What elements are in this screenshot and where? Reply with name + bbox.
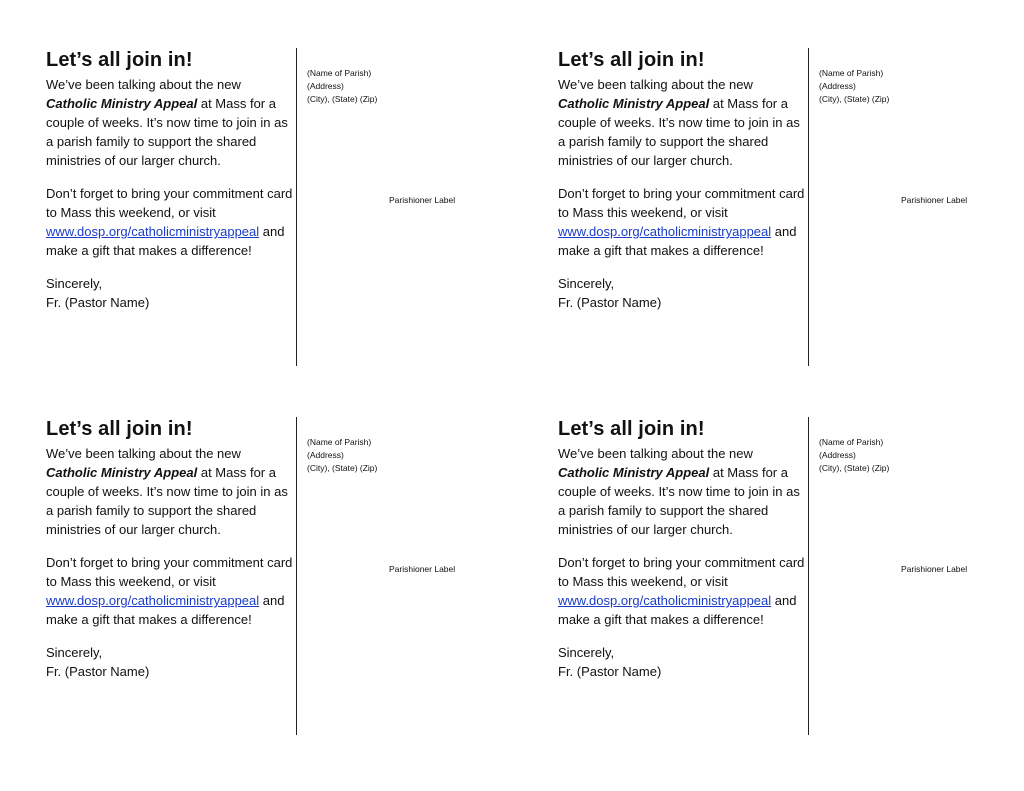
parishioner-label: Parishioner Label <box>389 564 456 574</box>
signoff <box>558 274 806 312</box>
parish-name: (Name of Parish) <box>819 68 884 78</box>
intro-text-end: at Mass for a couple of weeks. It’s now time to join in as a parish family to support the shared ministries of our larger church. <box>46 96 288 168</box>
intro-text-end: at Mass for a couple of weeks. It’s now time to join in as a parish family to support the shared ministries of our larger church. <box>558 96 800 168</box>
message-panel <box>46 417 294 681</box>
parish-address: (Address) <box>307 81 344 91</box>
vertical-divider <box>808 48 809 366</box>
signature: Fr. (Pastor Name) <box>558 295 662 310</box>
closing: Sincerely, <box>46 645 103 660</box>
parish-name: (Name of Parish) <box>819 437 884 447</box>
parish-address: (Address) <box>819 81 856 91</box>
postcard-title: Let’s all join in! <box>558 49 705 71</box>
appeal-link[interactable]: www.dosp.org/catholicministryappeal <box>558 224 772 239</box>
postcard-bottom-left <box>46 417 486 747</box>
parish-city-state-zip: (City), (State) (Zip) <box>819 463 890 473</box>
parishioner-label: Parishioner Label <box>389 195 456 205</box>
intro-paragraph <box>46 75 294 170</box>
signature: Fr. (Pastor Name) <box>46 295 150 310</box>
return-address <box>819 436 889 475</box>
parish-name: (Name of Parish) <box>307 437 372 447</box>
appeal-name: Catholic Ministry Appeal <box>558 96 710 111</box>
postcard-top-left <box>46 48 486 378</box>
appeal-link[interactable]: www.dosp.org/catholicministryappeal <box>46 224 260 239</box>
postcard-title: Let’s all join in! <box>46 418 193 440</box>
return-address <box>307 67 377 106</box>
intro-text-start: We’ve been talking about the new <box>46 77 241 92</box>
parish-city-state-zip: (City), (State) (Zip) <box>819 94 890 104</box>
postcard-title: Let’s all join in! <box>558 418 705 440</box>
appeal-name: Catholic Ministry Appeal <box>558 465 710 480</box>
intro-paragraph <box>558 444 806 539</box>
return-address <box>307 436 377 475</box>
appeal-link[interactable]: www.dosp.org/catholicministryappeal <box>558 593 772 608</box>
intro-text-end: at Mass for a couple of weeks. It’s now time to join in as a parish family to support the shared ministries of our larger church. <box>46 465 288 537</box>
intro-text-end: at Mass for a couple of weeks. It’s now time to join in as a parish family to support the shared ministries of our larger church. <box>558 465 800 537</box>
return-address <box>819 67 889 106</box>
intro-text-start: We’ve been talking about the new <box>46 446 241 461</box>
reminder-paragraph <box>558 553 806 629</box>
vertical-divider <box>296 417 297 735</box>
reminder-text-end: and make a gift that makes a difference! <box>558 224 797 258</box>
reminder-text-start: Don’t forget to bring your commitment card to Mass this weekend, or visit <box>558 186 805 220</box>
intro-paragraph <box>558 75 806 170</box>
reminder-text-start: Don’t forget to bring your commitment card to Mass this weekend, or visit <box>46 555 293 589</box>
parishioner-label: Parishioner Label <box>901 195 968 205</box>
postcard-title: Let’s all join in! <box>46 49 193 71</box>
message-panel <box>558 48 806 312</box>
vertical-divider <box>808 417 809 735</box>
parish-address: (Address) <box>819 450 856 460</box>
parishioner-label: Parishioner Label <box>901 564 968 574</box>
reminder-paragraph <box>46 553 294 629</box>
reminder-text-start: Don’t forget to bring your commitment card to Mass this weekend, or visit <box>558 555 805 589</box>
reminder-text-end: and make a gift that makes a difference! <box>46 593 285 627</box>
postcard-top-right <box>558 48 998 378</box>
parish-name: (Name of Parish) <box>307 68 372 78</box>
signature: Fr. (Pastor Name) <box>46 664 150 679</box>
message-panel <box>558 417 806 681</box>
appeal-link[interactable]: www.dosp.org/catholicministryappeal <box>46 593 260 608</box>
appeal-name: Catholic Ministry Appeal <box>46 96 198 111</box>
vertical-divider <box>296 48 297 366</box>
intro-text-start: We’ve been talking about the new <box>558 446 753 461</box>
reminder-text-end: and make a gift that makes a difference! <box>558 593 797 627</box>
signature: Fr. (Pastor Name) <box>558 664 662 679</box>
signoff <box>46 274 294 312</box>
parish-city-state-zip: (City), (State) (Zip) <box>307 94 378 104</box>
message-panel <box>46 48 294 312</box>
closing: Sincerely, <box>558 645 615 660</box>
signoff <box>558 643 806 681</box>
reminder-paragraph <box>46 184 294 260</box>
intro-paragraph <box>46 444 294 539</box>
appeal-name: Catholic Ministry Appeal <box>46 465 198 480</box>
reminder-paragraph <box>558 184 806 260</box>
reminder-text-start: Don’t forget to bring your commitment card to Mass this weekend, or visit <box>46 186 293 220</box>
reminder-text-end: and make a gift that makes a difference! <box>46 224 285 258</box>
parish-address: (Address) <box>307 450 344 460</box>
closing: Sincerely, <box>46 276 103 291</box>
postcard-bottom-right <box>558 417 998 747</box>
parish-city-state-zip: (City), (State) (Zip) <box>307 463 378 473</box>
closing: Sincerely, <box>558 276 615 291</box>
signoff <box>46 643 294 681</box>
intro-text-start: We’ve been talking about the new <box>558 77 753 92</box>
